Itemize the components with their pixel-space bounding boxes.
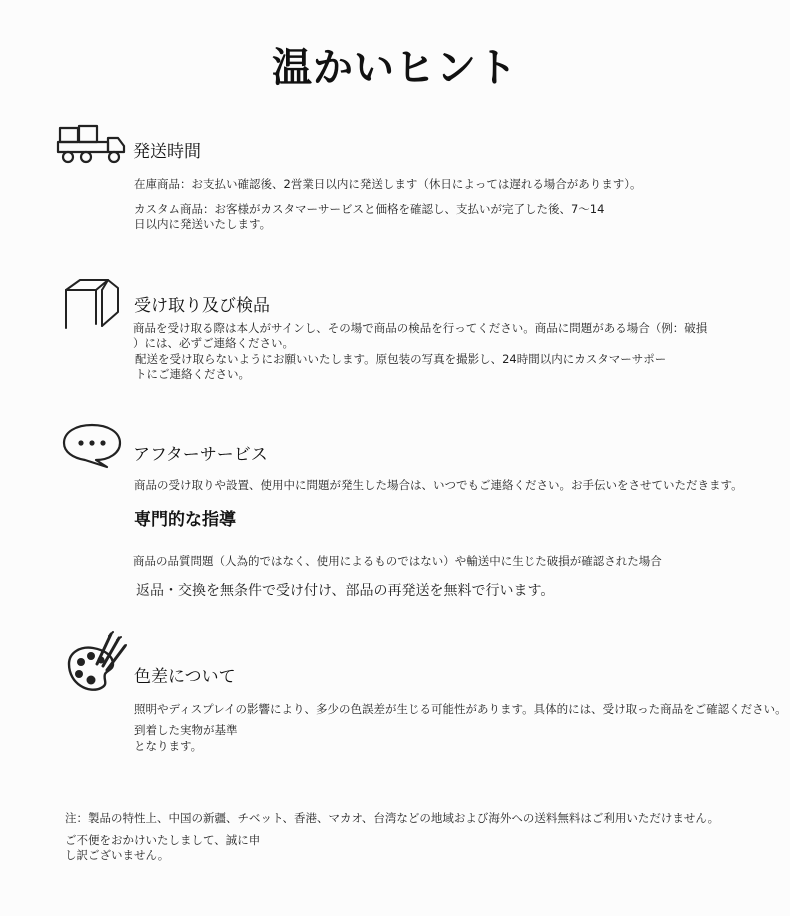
after-service-heading: アフターサービス [133,445,268,465]
receiving-text-2b: トにご連絡ください。 [135,367,250,381]
page-title: 温かいヒント [272,45,518,91]
receiving-heading: 受け取り及び検品 [134,296,270,316]
shipping-stock-text: 在庫商品：お支払い確認後、2営業日以内に発送します（休日によっては遅れる場合があります）。 [134,177,642,191]
after-service-text: 商品の受け取りや設置、使用中に問題が発生した場合は、いつでもご連絡ください。お手伝いをさせていただきます。 [134,478,743,492]
apology-text-2: し訳ございません。 [65,848,170,862]
shipping-custom-text-1: カスタム商品：お客様がカスタマーサービスと価格を確認し、支払いが完了した後、7〜14 [134,202,605,216]
palette-icon [61,630,131,698]
return-exchange-text: 返品・交換を無条件で受け付け、部品の再発送を無料で行います。 [136,583,555,599]
shipping-custom-text-2: 日以内に発送いたします。 [134,217,272,231]
receiving-text-1b: ）には、必ずご連絡ください。 [133,336,294,350]
receiving-text-2a: 配送を受け取らないようにお願いいたします。原包装の写真を撮影し、24時間以内にカスタマーサポー [135,352,667,366]
shipping-note: 注：製品の特性上、中国の新疆、チベット、香港、マカオ、台湾などの地域および海外への送料無料はご利用いただけません。 [65,811,720,825]
shipping-heading: 発送時間 [133,142,201,162]
color-text-1: 照明やディスプレイの影響により、多少の色誤差が生じる可能性があります。具体的には、受け取った商品をご確認ください。 [134,702,787,716]
quality-issue-text: 商品の品質問題（人為的ではなく、使用によるものではない）や輸送中に生じた破損が確認された場合 [133,554,662,568]
color-text-2a: 到着した実物が基準 [134,723,238,737]
box-icon [62,276,124,332]
color-text-2b: となります。 [134,739,203,753]
truck-icon [56,124,128,166]
professional-guidance-heading: 専門的な指導 [134,510,236,530]
speech-bubble-icon [61,422,123,470]
color-heading: 色差について [134,667,236,687]
apology-text-1: ご不便をおかけいたしまして、誠に申 [65,833,261,847]
receiving-text-1a: 商品を受け取る際は本人がサインし、その場で商品の検品を行ってください。商品に問題がある場合（例：破損 [133,321,708,335]
